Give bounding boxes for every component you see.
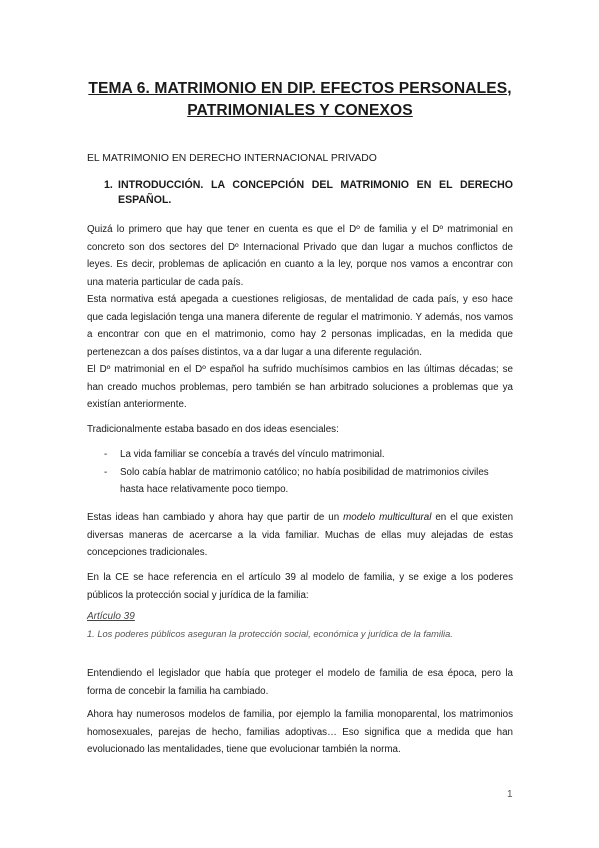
bullet-text: La vida familiar se concebía a través del vínculo matrimonial.: [120, 449, 385, 460]
paragraph-5: [87, 509, 513, 562]
document-title: [80, 78, 520, 122]
subheading-number: 1.: [104, 179, 113, 191]
paragraph-5-start: Estas ideas han cambiado y ahora hay que partir de un: [87, 512, 344, 523]
article-text: 1. Los poderes públicos aseguran la protección social, económica y jurídica de la familia.: [87, 629, 453, 639]
bullet-list: [87, 446, 513, 499]
paragraph-4: Tradicionalmente estaba basado en dos ideas esenciales:: [87, 424, 339, 435]
paragraph-6: En la CE se hace referencia en el artículo 39 al modelo de familia, y se exige a los poderes públicos la protección social y jurídica de la familia:: [87, 572, 513, 601]
section-heading: EL MATRIMONIO EN DERECHO INTERNACIONAL PRIVADO: [87, 153, 377, 164]
article-title: Artículo 39: [87, 611, 135, 622]
title-line-2: PATRIMONIALES Y CONEXOS: [187, 102, 413, 119]
paragraph-5-emphasis: modelo multicultural: [343, 512, 432, 523]
paragraph-2: Esta normativa está apegada a cuestiones religiosas, de mentalidad de cada país, y eso hace que cada legislación tenga una manera diferente de regular el matrimonio. Y además, nos vamos a encontrar con que en el matrimonio, como hay 2 personas implicadas, en la medida que pertenezcan a dos países distintos, va a dar lugar a una diferente regulación.: [87, 294, 513, 358]
list-item: [87, 446, 513, 464]
paragraph-1: Quizá lo primero que hay que tener en cuenta es que el Dº de familia y el Dº matrimonial en concreto son dos sectores del Dº Internacional Privado que dan lugar a muchos conflictos de leyes. Es decir, problemas de aplicación en cuanto a la ley, porque nos vamos a encontrar con una materia particular de cada país.: [87, 224, 513, 288]
bullet-text: Solo cabía hablar de matrimonio católico; no había posibilidad de matrimonios civiles hasta hace relativamente poco tiempo.: [120, 466, 489, 495]
list-item: [87, 464, 513, 499]
title-line-1: TEMA 6. MATRIMONIO EN DIP. EFECTOS PERSONALES,: [88, 80, 512, 97]
bullet-marker: -: [104, 466, 108, 478]
paragraph-7: Entendiendo el legislador que había que proteger el modelo de familia de esa época, pero la forma de concebir la familia ha cambiado.: [87, 668, 513, 697]
paragraph-5-end: en el que existen diversas maneras de acercarse a la vida familiar. Muchas de ellas muy alejadas de estas concepciones tradicionales.: [87, 512, 514, 558]
page-number: 1: [507, 789, 513, 800]
bullet-marker: -: [104, 449, 108, 460]
paragraph-8: Ahora hay numerosos modelos de familia, por ejemplo la familia monoparental, los matrimonios homosexuales, parejas de hecho, familias adoptivas… Eso significa que a medida que han evolucionado las mentalidades, tiene que evolucionar también la norma.: [87, 709, 513, 755]
paragraph-3: El Dº matrimonial en el Dº español ha sufrido muchísimos cambios en las últimas décadas; se han creado muchos problemas, pero también se han arbitrado soluciones a problemas que ya existían anteriormente.: [87, 364, 513, 410]
subheading-text: INTRODUCCIÓN. LA CONCEPCIÓN DEL MATRIMONIO EN EL DERECHO ESPAÑOL.: [118, 179, 513, 206]
subheading: [104, 178, 513, 208]
